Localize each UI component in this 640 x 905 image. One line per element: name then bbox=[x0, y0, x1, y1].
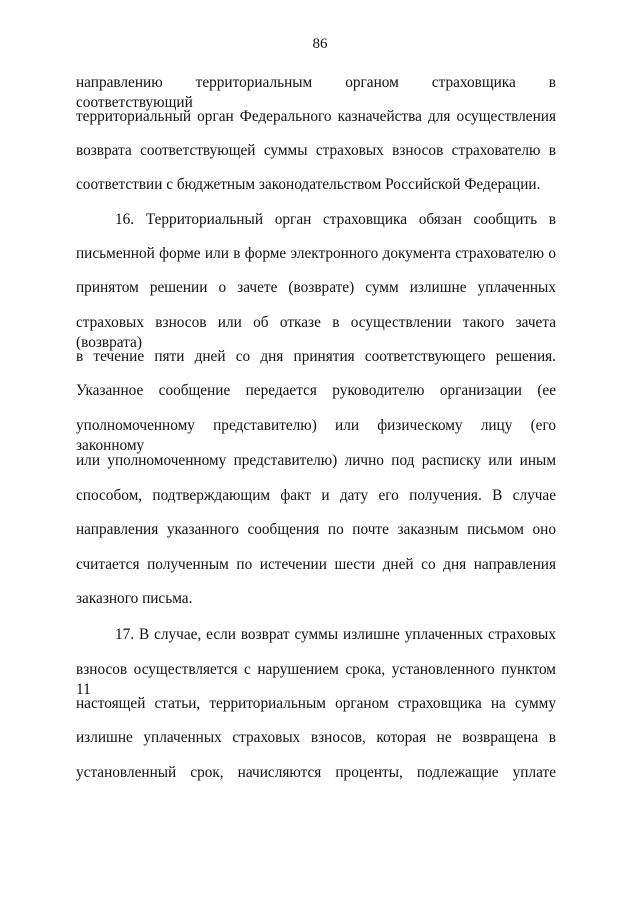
text-line: излишне уплаченных страховых взносов, которая не возвращена в bbox=[76, 729, 556, 746]
text-line: способом, подтверждающим факт и дату его получения. В случае bbox=[76, 487, 556, 504]
paragraph-17-start: 17. В случае, если возврат суммы излишне уплаченных страховых bbox=[115, 626, 556, 643]
text-line: в течение пяти дней со дня принятия соответствующего решения. bbox=[76, 348, 556, 365]
text-line: или уполномоченному представителю) лично под расписку или иным bbox=[76, 452, 556, 469]
page-number: 86 bbox=[312, 36, 328, 52]
text-line: считается полученным по истечении шести дней со дня направления bbox=[76, 556, 556, 573]
text-line: установленный срок, начисляются проценты, подлежащие уплате bbox=[76, 764, 556, 781]
text-line: страховых взносов или об отказе в осуществлении такого зачета (возврата) bbox=[76, 314, 556, 351]
text-line: взносов осуществляется с нарушением срока, установленного пунктом 11 bbox=[76, 661, 556, 698]
text-line: соответствии с бюджетным законодательством Российской Федерации. bbox=[76, 176, 541, 193]
text-line: принятом решении о зачете (возврате) сумм излишне уплаченных bbox=[76, 279, 556, 296]
text-line: настоящей статьи, территориальным органом страховщика на сумму bbox=[76, 695, 556, 712]
text-line: письменной форме или в форме электронного документа страхователю о bbox=[76, 245, 556, 262]
text-line: территориальный орган Федерального казначейства для осуществления bbox=[76, 108, 556, 125]
paragraph-16-start: 16. Территориальный орган страховщика обязан сообщить в bbox=[115, 211, 556, 228]
text-line: направлению территориальным органом страховщика в соответствующий bbox=[76, 74, 556, 111]
text-line: Указанное сообщение передается руководителю организации (ее bbox=[76, 382, 556, 399]
text-line: направления указанного сообщения по почте заказным письмом оно bbox=[76, 521, 556, 538]
text-line: возврата соответствующей суммы страховых взносов страхователю в bbox=[76, 142, 556, 159]
text-line: заказного письма. bbox=[76, 590, 193, 607]
text-line: уполномоченному представителю) или физическому лицу (его законному bbox=[76, 417, 556, 454]
